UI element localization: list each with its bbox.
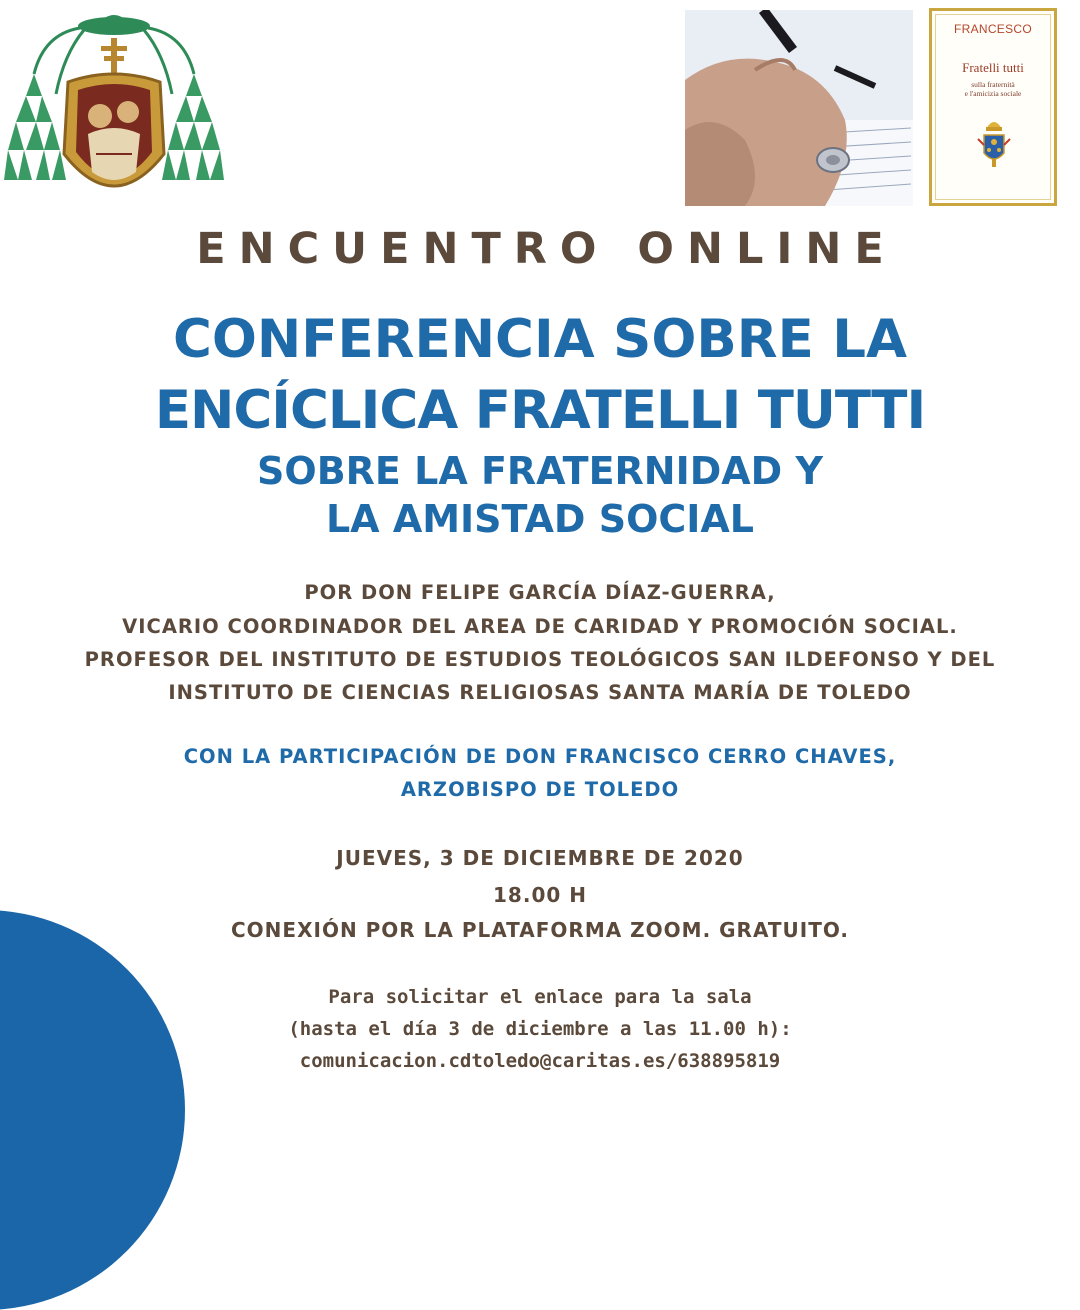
speaker-line-2: VICARIO COORDINADOR DEL AREA DE CARIDAD Y PROMOCIÓN SOCIAL.: [122, 615, 958, 638]
subtitle-line-2: LA AMISTAD SOCIAL: [325, 497, 755, 541]
book-author: FRANCESCO: [953, 22, 1033, 36]
book-subtitle-line-1: sulla fraternità: [971, 80, 1015, 89]
participation-line-1: CON LA PARTICIPACIÓN DE DON FRANCISCO CERRO CHAVES,: [183, 745, 897, 768]
coat-of-arms-icon: [4, 4, 224, 218]
papal-emblem-icon: [974, 115, 1014, 171]
subtitle-line-1: SOBRE LA FRATERNIDAD Y: [257, 449, 823, 493]
book-subtitle: [932, 80, 1054, 98]
headline: ENCUENTRO ONLINE: [196, 224, 897, 274]
speaker-line-4: INSTITUTO DE CIENCIAS RELIGIOSAS SANTA MARÍA DE TOLEDO: [168, 681, 912, 704]
participation-line-2: ARZOBISPO DE TOLEDO: [400, 778, 680, 801]
event-date: JUEVES, 3 DE DICIEMBRE DE 2020: [336, 846, 744, 870]
book-cover: [929, 8, 1057, 206]
writing-hand-photo: [685, 10, 913, 206]
book-subtitle-line-2: e l'amicizia sociale: [964, 89, 1022, 98]
title-line-1: CONFERENCIA SOBRE LA: [172, 309, 908, 370]
speaker-line-1: POR DON FELIPE GARCÍA DÍAZ-GUERRA,: [304, 581, 776, 604]
book-title: Fratelli tutti: [962, 60, 1024, 75]
event-time: 18.00 H: [493, 883, 587, 907]
contact-info[interactable]: comunicacion.cdtoledo@caritas.es/638895819: [299, 1050, 781, 1072]
request-line-1: Para solicitar el enlace para la sala: [328, 986, 752, 1008]
decorative-circle: [0, 910, 185, 1310]
event-connection: CONEXIÓN POR LA PLATAFORMA ZOOM. GRATUITO.: [231, 918, 849, 942]
title-line-2: ENCÍCLICA FRATELLI TUTTI: [154, 380, 926, 441]
request-line-2: (hasta el día 3 de diciembre a las 11.00 h):: [288, 1018, 792, 1040]
speaker-line-3: PROFESOR DEL INSTITUTO DE ESTUDIOS TEOLÓGICOS SAN ILDEFONSO Y DEL: [84, 648, 996, 671]
